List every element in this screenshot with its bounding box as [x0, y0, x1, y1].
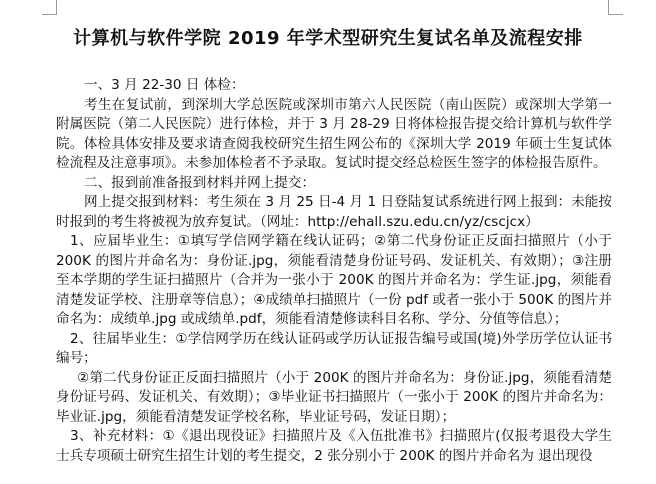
document-body — [56, 76, 612, 466]
document-title: 计算机与软件学院 2019 年学术型研究生复试名单及流程安排 — [73, 28, 583, 49]
previous-graduates-continued-paragraph: ②第二代身份证正反面扫描照片（小于 200K 的图片并命名为：身份证.jpg，须能看清楚身份证号码、发证机关、有效期）；③毕业证书扫描照片（一张小于 200K 的图片并命名为：毕业证.jpg，须能看清楚发证学校名称，毕业证号码，发证日期）； — [56, 369, 612, 425]
supplementary-materials-paragraph: 3、补充材料：①《退出现役证》扫描照片及《入伍批准书》扫描照片(仅报考退役大学生士兵专项硕士研究生招生计划的考生提交，2 张分别小于 200K 的图片并命名为 退出现役 — [56, 428, 612, 464]
page-corner-mark-right — [608, 0, 623, 15]
section-heading-registration: 二、报到前准备报到材料并网上提交： — [84, 174, 316, 191]
section-heading-physical-exam: 一、3 月 22-30 日 体检： — [84, 77, 245, 93]
physical-exam-paragraph: 考生在复试前，到深圳大学总医院或深圳市第六人民医院（南山医院）或深圳大学第一附属医院（第二人民医院）进行体检，并于 3 月 28-29 日将体检报告提交给计算机与软件学院。体检具体安排及要求请查阅我校研究生招生网公布的《深圳大学 2019 年硕士生复试体检流程及注意事项》。未参加体检者不予录取。复试时提交经总检医生签字的体检报告原件。 — [56, 96, 612, 171]
fresh-graduates-paragraph: 1、应届毕业生：①填写学信网学籍在线认证码；②第二代身份证正反面扫描照片（小于 200K 的图片并命名为：身份证.jpg，须能看清楚身份证号码、发证机关、有效期）；③注册至本学期的学生证扫描照片（合并为一张小于 200K 的图片并命名为：学生证.jpg，须能看清楚发证学校、注册章等信息）；④成绩单扫描照片（一份 pdf 或者一张小于 500K 的图片并命名为：成绩单.jpg 或成绩单.pdf，须能看清楚修读科目名称、学分、分值等信息）； — [56, 233, 612, 327]
previous-graduates-paragraph: 2、往届毕业生：①学信网学历在线认证码或学历认证报告编号或国(境)外学历学位认证书编号； — [56, 330, 612, 366]
page-corner-mark-left — [42, 0, 57, 15]
online-submission-paragraph: 网上提交报到材料：考生须在 3 月 25 日-4 月 1 日登陆复试系统进行网上报到：未能按时报到的考生将被视为放弃复试。（网址：http://ehall.szu.edu.cn/yz/cscjcx） — [56, 194, 612, 230]
